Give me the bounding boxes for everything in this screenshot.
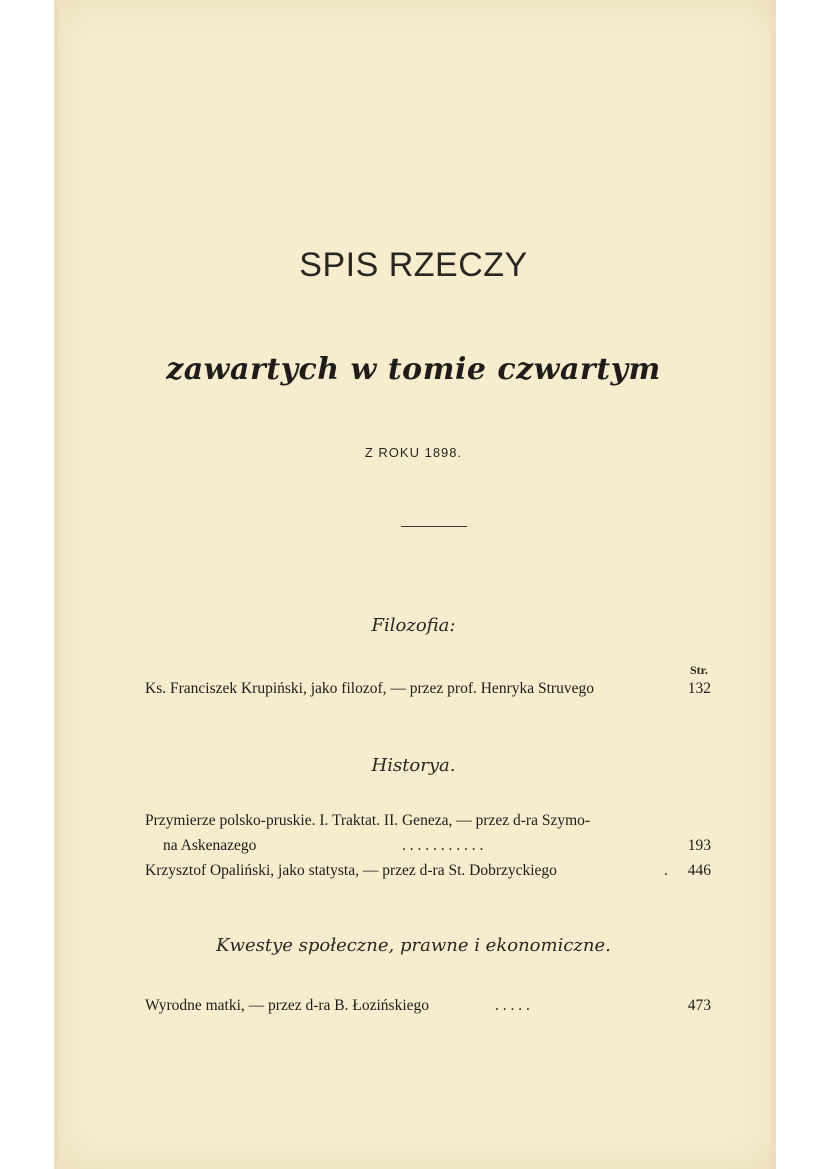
- toc-entry-title: Wyrodne matki, — przez d-ra B. Łozińskiego: [145, 997, 430, 1014]
- page-title: SPIS RZECZY: [299, 246, 528, 284]
- toc-entry-leader: .: [664, 862, 668, 879]
- section-heading-historya: Historya.: [371, 755, 456, 776]
- toc-entry-leader: . . . . .: [495, 997, 530, 1014]
- toc-entry-title: Ks. Franciszek Krupiński, jako filozof, — przez prof. Henryka Struvego: [145, 680, 594, 697]
- toc-entry-leader: . . . . . . . . . . .: [402, 837, 484, 854]
- toc-entry-title: Krzysztof Opaliński, jako statysta, — przez d-ra St. Dobrzyckiego: [145, 862, 557, 879]
- toc-entry-page: 473: [687, 997, 711, 1014]
- section-heading-kwestye: Kwestye społeczne, prawne i ekonomiczne.: [216, 935, 611, 956]
- toc-entry-page: 193: [687, 837, 711, 854]
- page-subtitle: zawartych w tomie czwartym: [166, 352, 661, 387]
- paper-page: [54, 0, 776, 1169]
- toc-entry-title: na Askenazego: [163, 837, 257, 854]
- divider-rule: [401, 526, 467, 527]
- publication-year: Z ROKU 1898.: [364, 445, 463, 460]
- page-column-label: Str.: [690, 663, 708, 677]
- toc-entry-page: 132: [687, 680, 711, 697]
- toc-entry-title: Przymierze polsko-pruskie. I. Traktat. II. Geneza, — przez d-ra Szymo-: [145, 812, 591, 829]
- page-edge-right: [770, 0, 776, 1169]
- section-heading-filozofia: Filozofia:: [371, 615, 456, 636]
- toc-entry-page: 446: [687, 862, 711, 879]
- page-edge-left: [54, 0, 58, 1169]
